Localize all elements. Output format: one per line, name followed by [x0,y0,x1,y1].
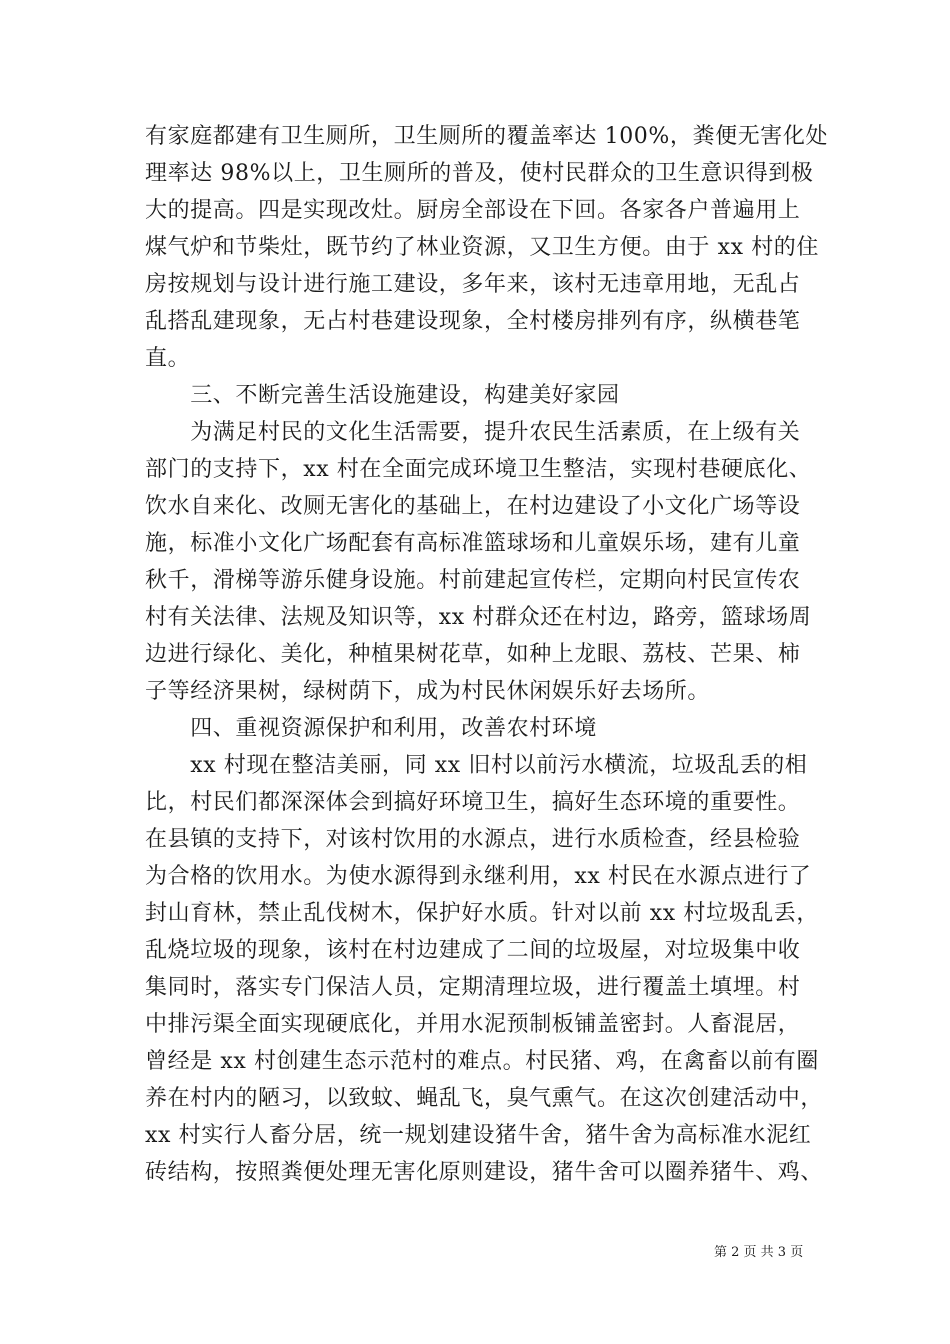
body-line: 施，标准小文化广场配套有高标准篮球场和儿童娱乐场，建有儿童 [145,531,801,556]
body-line: 为满足村民的文化生活需要，提升农民生活素质，在上级有关 [145,420,801,445]
body-line: xx 村现在整洁美丽，同 xx 旧村以前污水横流，垃圾乱丢的相 [145,753,808,778]
body-line: 中排污渠全面实现硬底化，并用水泥预制板铺盖密封。人畜混居， [145,1012,801,1037]
body-line: 理率达 98%以上，卫生厕所的普及，使村民群众的卫生意识得到极 [145,161,814,186]
body-line: 秋千，滑梯等游乐健身设施。村前建起宣传栏，定期向村民宣传农 [145,568,801,593]
body-line: 饮水自来化、改厕无害化的基础上，在村边建设了小文化广场等设 [145,494,801,519]
body-line: 封山育林，禁止乱伐树木，保护好水质。针对以前 xx 村垃圾乱丢， [145,901,820,926]
body-line: 直。 [145,346,191,371]
body-line: 边进行绿化、美化，种植果树花草，如种上龙眼、荔枝、芒果、柿 [145,642,801,667]
body-line: 在县镇的支持下，对该村饮用的水源点，进行水质检查，经县检验 [145,827,801,852]
body-line: 养在村内的陋习，以致蚊、蝇乱飞，臭气熏气。在这次创建活动中， [145,1086,824,1111]
section-heading: 四、重视资源保护和利用，改善农村环境 [145,716,598,741]
body-line: 子等经济果树，绿树荫下，成为村民休闲娱乐好去场所。 [145,679,711,704]
section-heading: 三、不断完善生活设施建设，构建美好家园 [145,383,620,408]
body-line: 砖结构，按照粪便处理无害化原则建设，猪牛舍可以圈养猪牛、鸡、 [145,1160,824,1185]
body-line: 村有关法律、法规及知识等，xx 村群众还在村边，路旁，篮球场周 [145,605,812,630]
body-line: 集同时，落实专门保洁人员，定期清理垃圾，进行覆盖土填埋。村 [145,975,801,1000]
body-line: xx 村实行人畜分居，统一规划建设猪牛舍，猪牛舍为高标准水泥红 [145,1123,812,1148]
body-line: 房按规划与设计进行施工建设，多年来，该村无违章用地，无乱占 [145,272,801,297]
body-line: 乱搭乱建现象，无占村巷建设现象，全村楼房排列有序，纵横巷笔 [145,309,801,334]
body-line: 比，村民们都深深体会到搞好环境卫生，搞好生态环境的重要性。 [145,790,801,815]
body-line: 为合格的饮用水。为使水源得到永继利用，xx 村民在水源点进行了 [145,864,812,889]
body-line: 煤气炉和节柴灶，既节约了林业资源，又卫生方便。由于 xx 村的住 [145,235,820,260]
body-line: 大的提高。四是实现改灶。厨房全部设在下回。各家各户普遍用上 [145,198,801,223]
body-line: 部门的支持下，xx 村在全面完成环境卫生整洁，实现村巷硬底化、 [145,457,812,482]
body-line: 曾经是 xx 村创建生态示范村的难点。村民猪、鸡，在禽畜以前有圈 [145,1049,820,1074]
page-number-footer: 第 2 页 共 3 页 [714,1245,804,1260]
body-line: 乱烧垃圾的现象，该村在村边建成了二间的垃圾屋，对垃圾集中收 [145,938,801,963]
body-line: 有家庭都建有卫生厕所，卫生厕所的覆盖率达 100%，粪便无害化处 [145,124,829,149]
